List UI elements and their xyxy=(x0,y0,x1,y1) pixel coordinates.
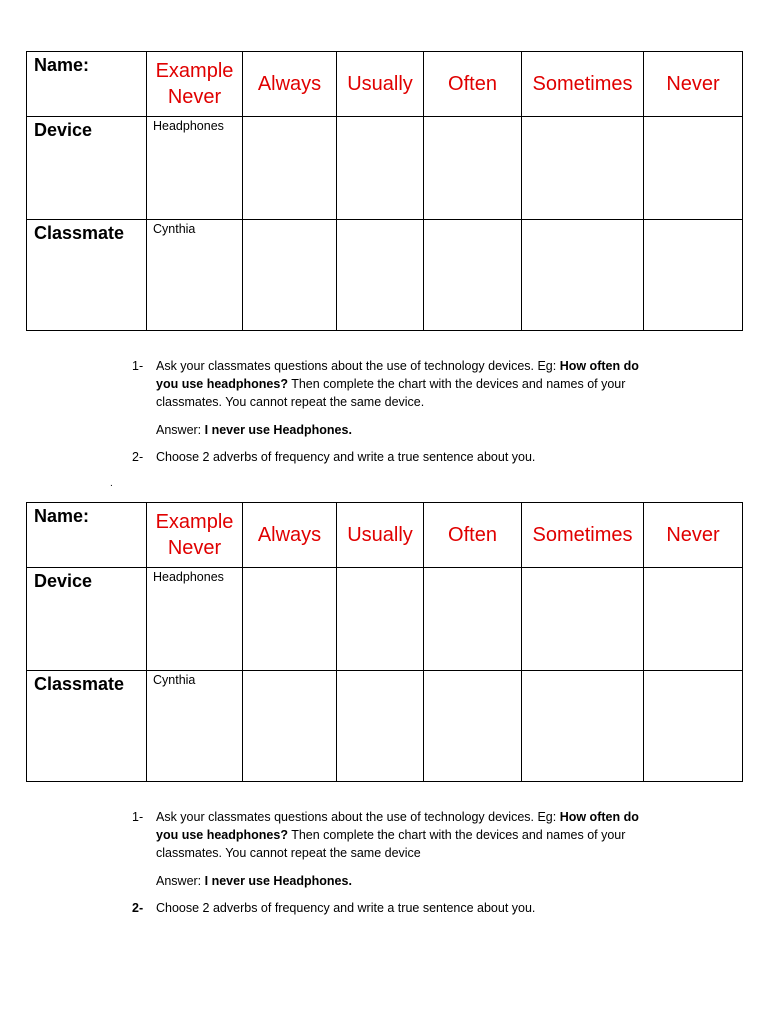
classmate-cell-always[interactable] xyxy=(243,220,337,331)
col-example-never: Example Never xyxy=(147,52,243,117)
col-always: Always xyxy=(243,503,337,568)
separator-dot: . xyxy=(110,478,113,489)
classmate-cell-usually[interactable] xyxy=(337,671,424,782)
instructions-1 xyxy=(132,357,662,466)
instruction-item-2 xyxy=(132,899,662,917)
device-cell-sometimes[interactable] xyxy=(522,568,644,671)
instruction-text: Ask your classmates questions about the use of technology devices. Eg: xyxy=(156,810,560,824)
classmate-cell-usually[interactable] xyxy=(337,220,424,331)
classmate-label: Classmate xyxy=(27,220,147,331)
classmate-label: Classmate xyxy=(27,671,147,782)
example-device-cell: Headphones xyxy=(147,568,243,671)
instruction-text: Ask your classmates questions about the use of technology devices. Eg: xyxy=(156,359,560,373)
frequency-chart-2 xyxy=(26,502,743,782)
device-cell-never[interactable] xyxy=(644,117,743,220)
col-sometimes: Sometimes xyxy=(522,52,644,117)
device-cell-sometimes[interactable] xyxy=(522,117,644,220)
col-often: Often xyxy=(424,503,522,568)
device-label: Device xyxy=(27,117,147,220)
instructions-2 xyxy=(132,808,662,917)
instruction-item-1 xyxy=(132,357,662,411)
instruction-text: Choose 2 adverbs of frequency and write a true sentence about you. xyxy=(156,450,536,464)
classmate-cell-often[interactable] xyxy=(424,671,522,782)
frequency-chart-1 xyxy=(26,51,743,331)
col-usually: Usually xyxy=(337,52,424,117)
item-number: 2- xyxy=(132,450,144,464)
col-always: Always xyxy=(243,52,337,117)
answer-line xyxy=(132,872,662,890)
classmate-cell-sometimes[interactable] xyxy=(522,671,644,782)
col-never: Never xyxy=(644,52,743,117)
answer-example: I never use Headphones. xyxy=(204,423,352,437)
example-device-cell: Headphones xyxy=(147,117,243,220)
device-cell-usually[interactable] xyxy=(337,117,424,220)
answer-label: Answer: xyxy=(156,423,205,437)
device-cell-never[interactable] xyxy=(644,568,743,671)
col-sometimes: Sometimes xyxy=(522,503,644,568)
example-question: How often do you use headphones? xyxy=(156,810,639,842)
name-label: Name: xyxy=(27,503,147,568)
col-never: Never xyxy=(644,503,743,568)
item-number: 2- xyxy=(132,901,144,915)
instruction-item-1 xyxy=(132,808,662,862)
item-number: 1- xyxy=(132,810,144,824)
item-number: 1- xyxy=(132,359,144,373)
classmate-cell-often[interactable] xyxy=(424,220,522,331)
example-classmate-cell: Cynthia xyxy=(147,220,243,331)
col-example-never: Example Never xyxy=(147,503,243,568)
classmate-cell-sometimes[interactable] xyxy=(522,220,644,331)
answer-label: Answer: xyxy=(156,874,205,888)
classmate-cell-always[interactable] xyxy=(243,671,337,782)
instruction-text: Then complete the chart with the devices and names of your classmates. You cannot repeat the same device xyxy=(156,828,626,860)
answer-example: I never use Headphones. xyxy=(204,874,352,888)
example-question: How often do you use headphones? xyxy=(156,359,639,391)
device-cell-often[interactable] xyxy=(424,568,522,671)
col-usually: Usually xyxy=(337,503,424,568)
answer-line xyxy=(132,421,662,439)
classmate-cell-never[interactable] xyxy=(644,220,743,331)
instruction-text: Then complete the chart with the devices and names of your classmates. You cannot repeat the same device. xyxy=(156,377,626,409)
instruction-text: Choose 2 adverbs of frequency and write a true sentence about you. xyxy=(156,901,536,915)
device-cell-always[interactable] xyxy=(243,568,337,671)
col-often: Often xyxy=(424,52,522,117)
device-cell-usually[interactable] xyxy=(337,568,424,671)
instruction-item-2 xyxy=(132,448,662,466)
example-classmate-cell: Cynthia xyxy=(147,671,243,782)
device-cell-always[interactable] xyxy=(243,117,337,220)
device-cell-often[interactable] xyxy=(424,117,522,220)
classmate-cell-never[interactable] xyxy=(644,671,743,782)
device-label: Device xyxy=(27,568,147,671)
name-label: Name: xyxy=(27,52,147,117)
